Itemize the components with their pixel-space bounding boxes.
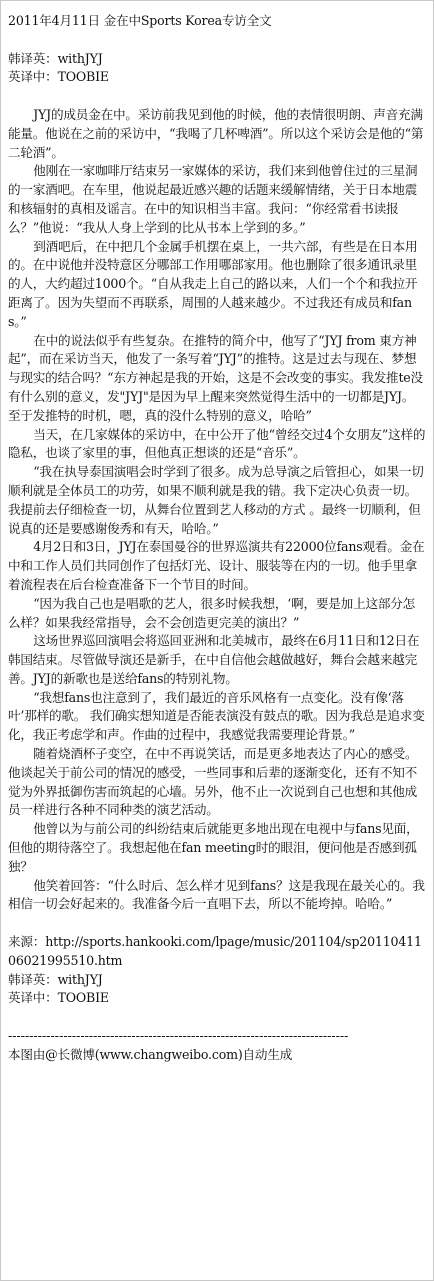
spacer bbox=[8, 87, 426, 106]
paragraph: 他曾以为与前公司的纠纷结束后就能更多地出现在电视中与fans见面，但他的期待落空了。我想起他在fan meeting时的眼泪，便问他是否感到孤独？ bbox=[8, 821, 419, 874]
paragraph: 他笑着回答：“什么时后、怎么样才见到fans？这是我现在最关心的。我相信一切会好起来的。我准备今后一直唱下去，所以不能垮掉。哈哈。” bbox=[8, 877, 425, 912]
source-url: http://sports.hankooki.com/lpage/music/201104/sp2011041106021995510.htm bbox=[8, 934, 422, 968]
paragraph: 随着烧酒杯子变空，在中不再说笑话，而是更多地表达了内心的感受。他谈起关于前公司的情况的感受，一些同事和后辈的逐渐变化，还有不知不觉为外界抵御伤害而筑起的心墙。另外，他不止一次说到自己也想和其他成员一样进行各种不同种类的演艺活动。 bbox=[8, 746, 418, 818]
spacer bbox=[8, 1008, 426, 1027]
source-line bbox=[8, 933, 426, 971]
divider-line: -------------------------------------------------------------------------------- bbox=[8, 1028, 349, 1044]
paragraph: 在中的说法似乎有些复杂。在推特的简介中，他写了“JYJ from 東方神起”，而在采访当天，他发了一条写着“JYJ”的推特。这是过去与现在、梦想与现实的结合吗？“东方神起是我的开始，这是不会改变的事实。我发推te没有什么别的意义，发"JYJ"是因为早上醒来突然觉得生活中的一切都是JYJ。至于发推特的时机，嗯，真的没什么特别的意义，哈哈” bbox=[8, 332, 423, 423]
paragraph: 他刚在一家咖啡厅结束另一家媒体的采访，我们来到他曾住过的三星洞的一家酒吧。在车里，他说起最近感兴趣的话题来缓解情绪，关于日本地震和核辐射的真相及谣言。在中的知识相当丰富。我问：“你经常看书读报么？”他说：“我从人身上学到的比从书本上学到的多。” bbox=[8, 163, 418, 235]
paragraph: 到酒吧后，在中把几个金属手机摆在桌上，一共六部，有些是在日本用的。在中说他并没特意区分哪部工作用哪部家用。他也删除了很多通讯录里的人，大约超过1000个。“自从我走上自己的路以来，人们一个个和我拉开距离了。因为失望而不再联系，周围的人越来越少。不过我还有成员和fans。” bbox=[8, 238, 418, 329]
paragraph: JYJ的成员金在中。采访前我见到他的时候，他的表情很明朗、声音充满能量。他说在之前的采访中，“我喝了几杯啤酒”。所以这个采访会是他的“第二轮酒”。 bbox=[8, 106, 424, 160]
footer-credit: 本图由@长微博(www.changweibo.com)自动生成 bbox=[8, 1046, 293, 1062]
paragraph: “因为我自己也是唱歌的艺人，很多时候我想，‘啊，要是加上这部分怎么样？如果我经常指导，会不会创造更完美的演出？” bbox=[8, 595, 416, 630]
credit-english-chinese: 英译中：TOOBIE bbox=[8, 69, 109, 85]
article-title: 2011年4月11日 金在中Sports Korea专访全文 bbox=[8, 13, 272, 28]
credit-korean-english: 韩译英：withJYJ bbox=[8, 50, 103, 66]
paragraph: 这场世界巡回演唱会将巡回亚洲和北美城市，最终在6月11日和12日在韩国结束。尽管做导演还是新手，在中自信他会越做越好，舞台会越来越完善。JYJ的新歌也是送给fans的特别礼物。 bbox=[8, 633, 420, 686]
paragraph: “我在执导泰国演唱会时学到了很多。成为总导演之后管担心，如果一切顺利就是全体员工的功劳，如果不顺利就是我的错。我下定决心负责一切。我提前去仔细检查一切，从舞台位置到艺人移动的方式 。最终一切顺利，但说真的还是要感谢俊秀和有天，哈哈。” bbox=[8, 464, 424, 536]
article bbox=[8, 12, 426, 1065]
paragraph: 当天，在几家媒体的采访中，在中公开了他“曾经交过4个女朋友”这样的隐私，也谈了家里的事，但他真正想谈的还是“音乐”。 bbox=[8, 426, 426, 461]
spacer bbox=[8, 914, 426, 933]
paragraph: 4月2日和3日，JYJ在泰国曼谷的世界巡演共有22000位fans观看。金在中和工作人员们共同创作了包括灯光、设计、服装等在内的一切。他手里拿着流程表在后台检查准备下一个节目的时间。 bbox=[8, 539, 425, 592]
credit-english-chinese: 英译中：TOOBIE bbox=[8, 990, 109, 1006]
spacer bbox=[8, 31, 426, 50]
credit-korean-english: 韩译英：withJYJ bbox=[8, 971, 103, 987]
source-label: 来源： bbox=[8, 934, 46, 950]
paragraph: “我想fans也注意到了，我们最近的音乐风格有一点变化。没有像‘落叶’那样的歌。 我们确实想知道是否能表演没有鼓点的歌。因为我总是追求变化，我正考虑学和声。作曲的过程中，我感觉我需要理论背景。” bbox=[8, 689, 425, 743]
